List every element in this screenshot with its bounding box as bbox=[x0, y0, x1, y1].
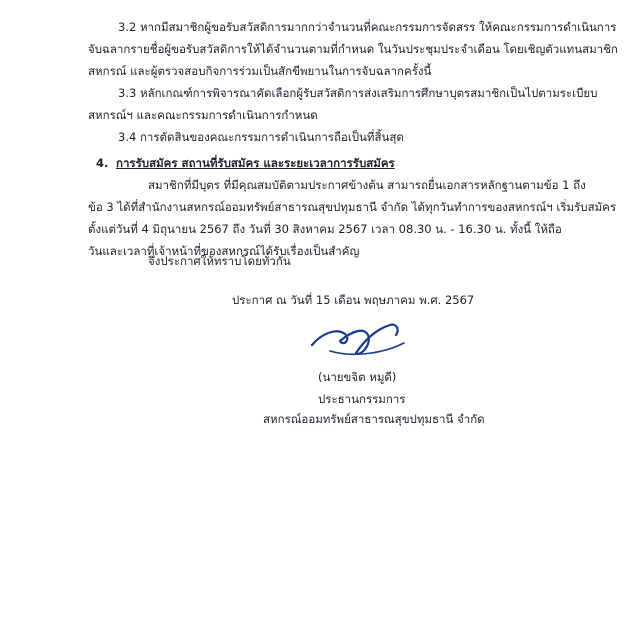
section-4-heading: การรับสมัคร สถานที่รับสมัคร และระยะเวลาการรับสมัคร bbox=[116, 156, 395, 170]
signer-organization: สหกรณ์ออมทรัพย์สาธารณสุขปทุมธานี จำกัด bbox=[263, 412, 485, 426]
signer-title: ประธานกรรมการ bbox=[318, 392, 406, 406]
section-4-number: 4. bbox=[96, 156, 109, 170]
clause-3-3-line-1: 3.3 หลักเกณฑ์การพิจารณาคัดเลือกผู้รับสวัสดิการส่งเสริมการศึกษาบุตรสมาชิกเป็นไปตามระเบียบ bbox=[118, 86, 598, 100]
section-4-line-3: ตั้งแต่วันที่ 4 มิถุนายน 2567 ถึง วันที่ 30 สิงหาคม 2567 เวลา 08.30 น. - 16.30 น. ทั้งนี้ ให้ถือ bbox=[88, 222, 562, 236]
clause-3-2-line-2: จับฉลากรายชื่อผู้ขอรับสวัสดิการให้ได้จำนวนตามที่กำหนด ในวันประชุมประจำเดือน โดยเชิญตัวแทนสมาชิก bbox=[88, 42, 618, 56]
signer-name: (นายขจิต หมูดี) bbox=[318, 370, 397, 384]
clause-3-4: 3.4 การตัดสินของคณะกรรมการดำเนินการถือเป็นที่สิ้นสุด bbox=[118, 130, 404, 144]
closing-text: จึงประกาศให้ทราบโดยทั่วกัน bbox=[148, 254, 291, 268]
announcement-date: ประกาศ ณ วันที่ 15 เดือน พฤษภาคม พ.ศ. 2567 bbox=[232, 293, 475, 307]
clause-3-2-line-3: สหกรณ์ และผู้ตรวจสอบกิจการร่วมเป็นสักขีพยานในการจับฉลากครั้งนี้ bbox=[88, 64, 432, 78]
section-4-line-2: ข้อ 3 ได้ที่สำนักงานสหกรณ์ออมทรัพย์สาธารณสุขปทุมธานี จำกัด ได้ทุกวันทำการของสหกรณ์ฯ เริ่มรับสมัคร bbox=[88, 200, 617, 214]
section-4-line-1: สมาชิกที่มีบุตร ที่มีคุณสมบัติตามประกาศข้างต้น สามารถยื่นเอกสารหลักฐานตามข้อ 1 ถึง bbox=[148, 178, 586, 192]
clause-3-2-line-1: 3.2 หากมีสมาชิกผู้ขอรับสวัสดิการมากกว่าจำนวนที่คณะกรรมการจัดสรร ให้คณะกรรมการดำเนินการ bbox=[118, 20, 617, 34]
signature-image bbox=[300, 305, 420, 375]
clause-3-3-line-2: สหกรณ์ฯ และคณะกรรมการดำเนินการกำหนด bbox=[88, 108, 318, 122]
section-4-line-4: วันและเวลาที่เจ้าหน้าที่ของสหกรณ์ได้รับเรื่องเป็นสำคัญ bbox=[88, 244, 360, 258]
